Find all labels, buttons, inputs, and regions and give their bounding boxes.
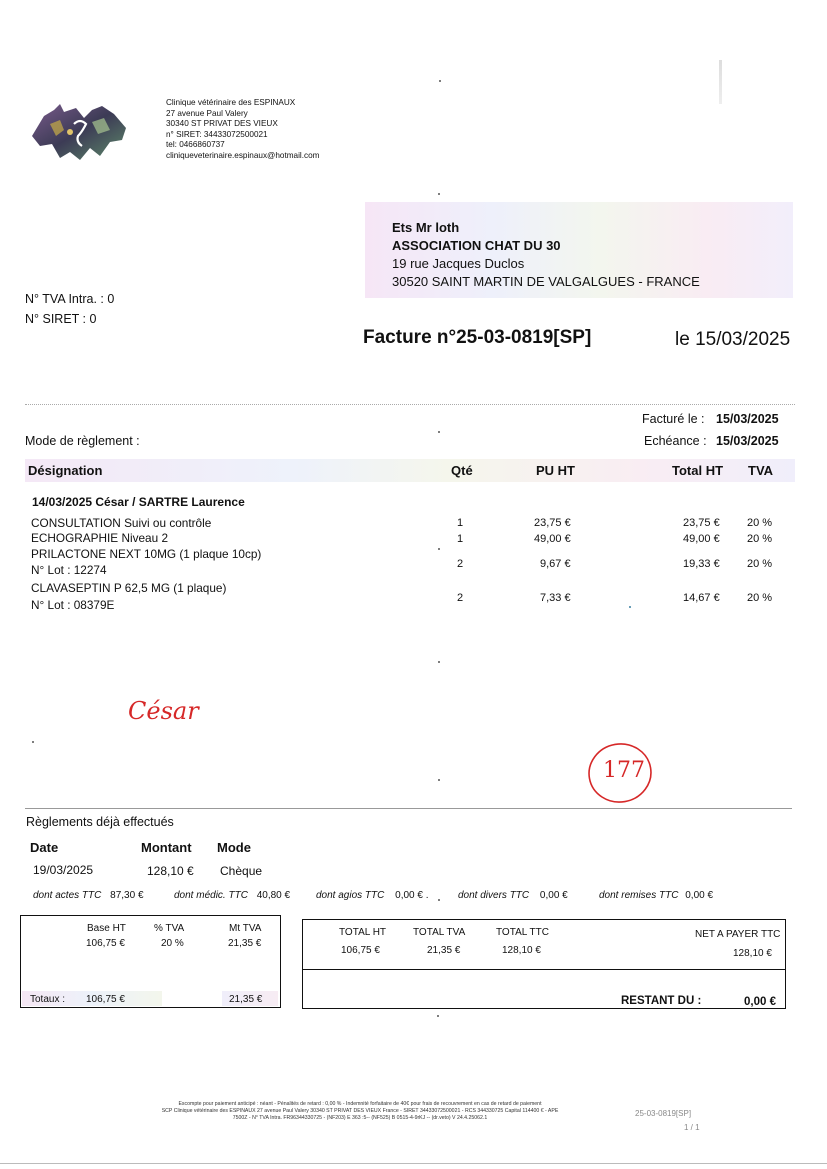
clinic-siret: n° SIRET: 34433072500021 (166, 129, 268, 139)
recipient-line1: Ets Mr loth (392, 220, 460, 235)
row-label: CLAVASEPTIN P 62,5 MG (1 plaque) (31, 581, 227, 595)
scan-speck (439, 80, 441, 82)
th-designation: Désignation (28, 463, 103, 478)
row-pu: 23,75 € (534, 517, 571, 529)
breakdown-agios (316, 890, 429, 901)
row-total: 23,75 € (683, 517, 720, 529)
factured-value: 15/03/2025 (716, 412, 779, 426)
vat-header-base: Base HT (87, 923, 126, 934)
row-pu: 49,00 € (534, 533, 571, 545)
footer-line2: SCP Clinique vétérinaire des ESPINAUX 27 avenue Paul Valery 30340 ST PRIVAT DES VIEUX France - SIRET 34433072500021 - RCS 344330725 Capital 114400 € - APE (161, 1108, 559, 1114)
breakdown-remises-label: dont remises TTC (599, 890, 679, 901)
th-tva: TVA (748, 463, 774, 478)
scan-mark (719, 60, 722, 104)
footer-line3: 7500Z - N° TVA Intra. FR96344330725 - (NF203) E 363 :5-- (NF525) B 0515-4-9rKJ -- (dr.veto) V 24.4.25062.1 (232, 1115, 488, 1121)
row-qty: 2 (457, 592, 464, 604)
invoice-date: le 15/03/2025 (675, 329, 791, 350)
clinic-name: Clinique vétérinaire des ESPINAUX (166, 98, 296, 107)
pay-header-amount: Montant (141, 840, 192, 855)
scan-speck (438, 779, 440, 781)
breakdown-remises (599, 890, 713, 901)
clinic-city: 30340 ST PRIVAT DES VIEUX (166, 119, 278, 129)
footer-line1: Escompte pour paiement anticipé : néant - Pénalités de retard : 0,00 % - Indemnité forfaitaire de 40€ pour frais de recouvrement en cas de retard de paiement (178, 1101, 542, 1107)
row-total: 19,33 € (683, 558, 720, 570)
row-tva: 20 % (747, 592, 773, 604)
row-pu: 9,67 € (540, 558, 571, 570)
breakdown-agios-value: 0,00 € . (395, 890, 429, 901)
row-total: 14,67 € (683, 592, 720, 604)
breakdown-actes-value: 87,30 € (110, 890, 144, 901)
vat-totals-label: Totaux : (30, 994, 66, 1005)
factured-label: Facturé le : (642, 412, 705, 426)
client-tva: N° TVA Intra. : 0 (25, 292, 115, 306)
scan-speck (438, 661, 440, 663)
due-label: Echéance : (644, 434, 707, 448)
page-edge (0, 1163, 827, 1164)
row-tva: 20 % (747, 558, 773, 570)
row-label: CONSULTATION Suivi ou contrôle (31, 516, 212, 530)
footer-legal (90, 1101, 630, 1122)
clinic-address: 27 avenue Paul Valery (166, 108, 248, 118)
total-ttc-label: TOTAL TTC (496, 927, 549, 938)
clinic-email: cliniqueveterinaire.espinaux@hotmail.com (166, 150, 320, 160)
pay-mode: Chèque (220, 864, 263, 878)
net-label: NET A PAYER TTC (695, 929, 781, 940)
breakdown-agios-label: dont agios TTC (316, 890, 385, 901)
scan-speck (438, 899, 440, 901)
remaining-label: RESTANT DU : (621, 995, 702, 1007)
th-pu: PU HT (536, 463, 575, 478)
breakdown-actes-label: dont actes TTC (33, 890, 102, 901)
row-tva: 20 % (747, 533, 773, 545)
recipient-line3: 19 rue Jacques Duclos (392, 256, 525, 271)
breakdown-actes (33, 890, 144, 901)
client-siret: N° SIRET : 0 (25, 312, 97, 326)
breakdown-medic-label: dont médic. TTC (174, 890, 248, 901)
vat-header-pct: % TVA (154, 923, 185, 934)
row-qty: 1 (457, 517, 464, 529)
payments-title: Règlements déjà effectués (26, 815, 174, 829)
row-pu: 7,33 € (540, 592, 571, 604)
breakdown-medic-value: 40,80 € (256, 890, 291, 901)
total-ttc-value: 128,10 € (502, 945, 541, 956)
scan-speck (629, 606, 631, 608)
recipient-line2: ASSOCIATION CHAT DU 30 (392, 238, 561, 253)
footer-ref: 25-03-0819[SP] (635, 1109, 692, 1118)
row-label: ECHOGRAPHIE Niveau 2 (31, 531, 169, 545)
invoice-title: Facture n°25-03-0819[SP] (363, 327, 592, 348)
row-label: PRILACTONE NEXT 10MG (1 plaque 10cp) (31, 547, 262, 561)
scan-speck (438, 548, 440, 550)
pay-header-mode: Mode (217, 840, 251, 855)
recipient-line4: 30520 SAINT MARTIN DE VALGALGUES - FRANCE (392, 274, 700, 289)
vat-header-mt: Mt TVA (229, 923, 262, 934)
vat-mt: 21,35 € (228, 938, 262, 949)
row-total: 49,00 € (683, 533, 720, 545)
due-value: 15/03/2025 (716, 434, 779, 448)
breakdown-medic (174, 890, 290, 901)
separator (25, 808, 792, 809)
total-tva-value: 21,35 € (427, 945, 461, 956)
clinic-logo (30, 102, 130, 164)
handwritten-name: César (128, 697, 199, 725)
total-tva-label: TOTAL TVA (413, 927, 466, 938)
breakdown-divers-label: dont divers TTC (458, 890, 530, 901)
pay-amount: 128,10 € (147, 864, 194, 878)
pay-date: 19/03/2025 (33, 863, 94, 877)
row-tva: 20 % (747, 517, 773, 529)
payment-mode-label: Mode de règlement : (25, 434, 140, 448)
row-qty: 1 (457, 533, 464, 545)
scan-speck (438, 431, 440, 433)
table-header (25, 459, 795, 482)
separator (25, 404, 795, 405)
breakdown-remises-value: 0,00 € (685, 890, 714, 901)
scan-speck (32, 741, 34, 743)
clinic-tel: tel: 0466860737 (166, 140, 225, 150)
pay-header-date: Date (30, 840, 59, 855)
client-ids (25, 289, 114, 329)
scan-speck (437, 1015, 439, 1017)
th-qty: Qté (451, 463, 473, 478)
th-total: Total HT (672, 463, 724, 478)
vat-pct: 20 % (161, 938, 184, 949)
row-lot: N° Lot : 08379E (31, 598, 115, 612)
scan-speck (438, 193, 440, 195)
remaining-value: 0,00 € (744, 996, 776, 1008)
vat-totals-mt: 21,35 € (229, 994, 263, 1005)
total-ht-label: TOTAL HT (339, 927, 387, 938)
row-lot: N° Lot : 12274 (31, 563, 107, 577)
section-title: 14/03/2025 César / SARTRE Laurence (32, 495, 245, 509)
row-qty: 2 (457, 558, 464, 570)
net-value: 128,10 € (733, 948, 772, 959)
breakdown-divers-value: 0,00 € (539, 890, 568, 901)
footer-page: 1 / 1 (684, 1123, 700, 1132)
recipient-address (392, 219, 700, 291)
breakdown-divers (458, 890, 568, 901)
vat-totals-base: 106,75 € (86, 994, 125, 1005)
vat-base: 106,75 € (86, 938, 125, 949)
handwritten-number: 177 (603, 758, 645, 783)
clinic-info (166, 98, 320, 162)
total-ht-value: 106,75 € (341, 945, 380, 956)
totals-divider (302, 969, 786, 970)
